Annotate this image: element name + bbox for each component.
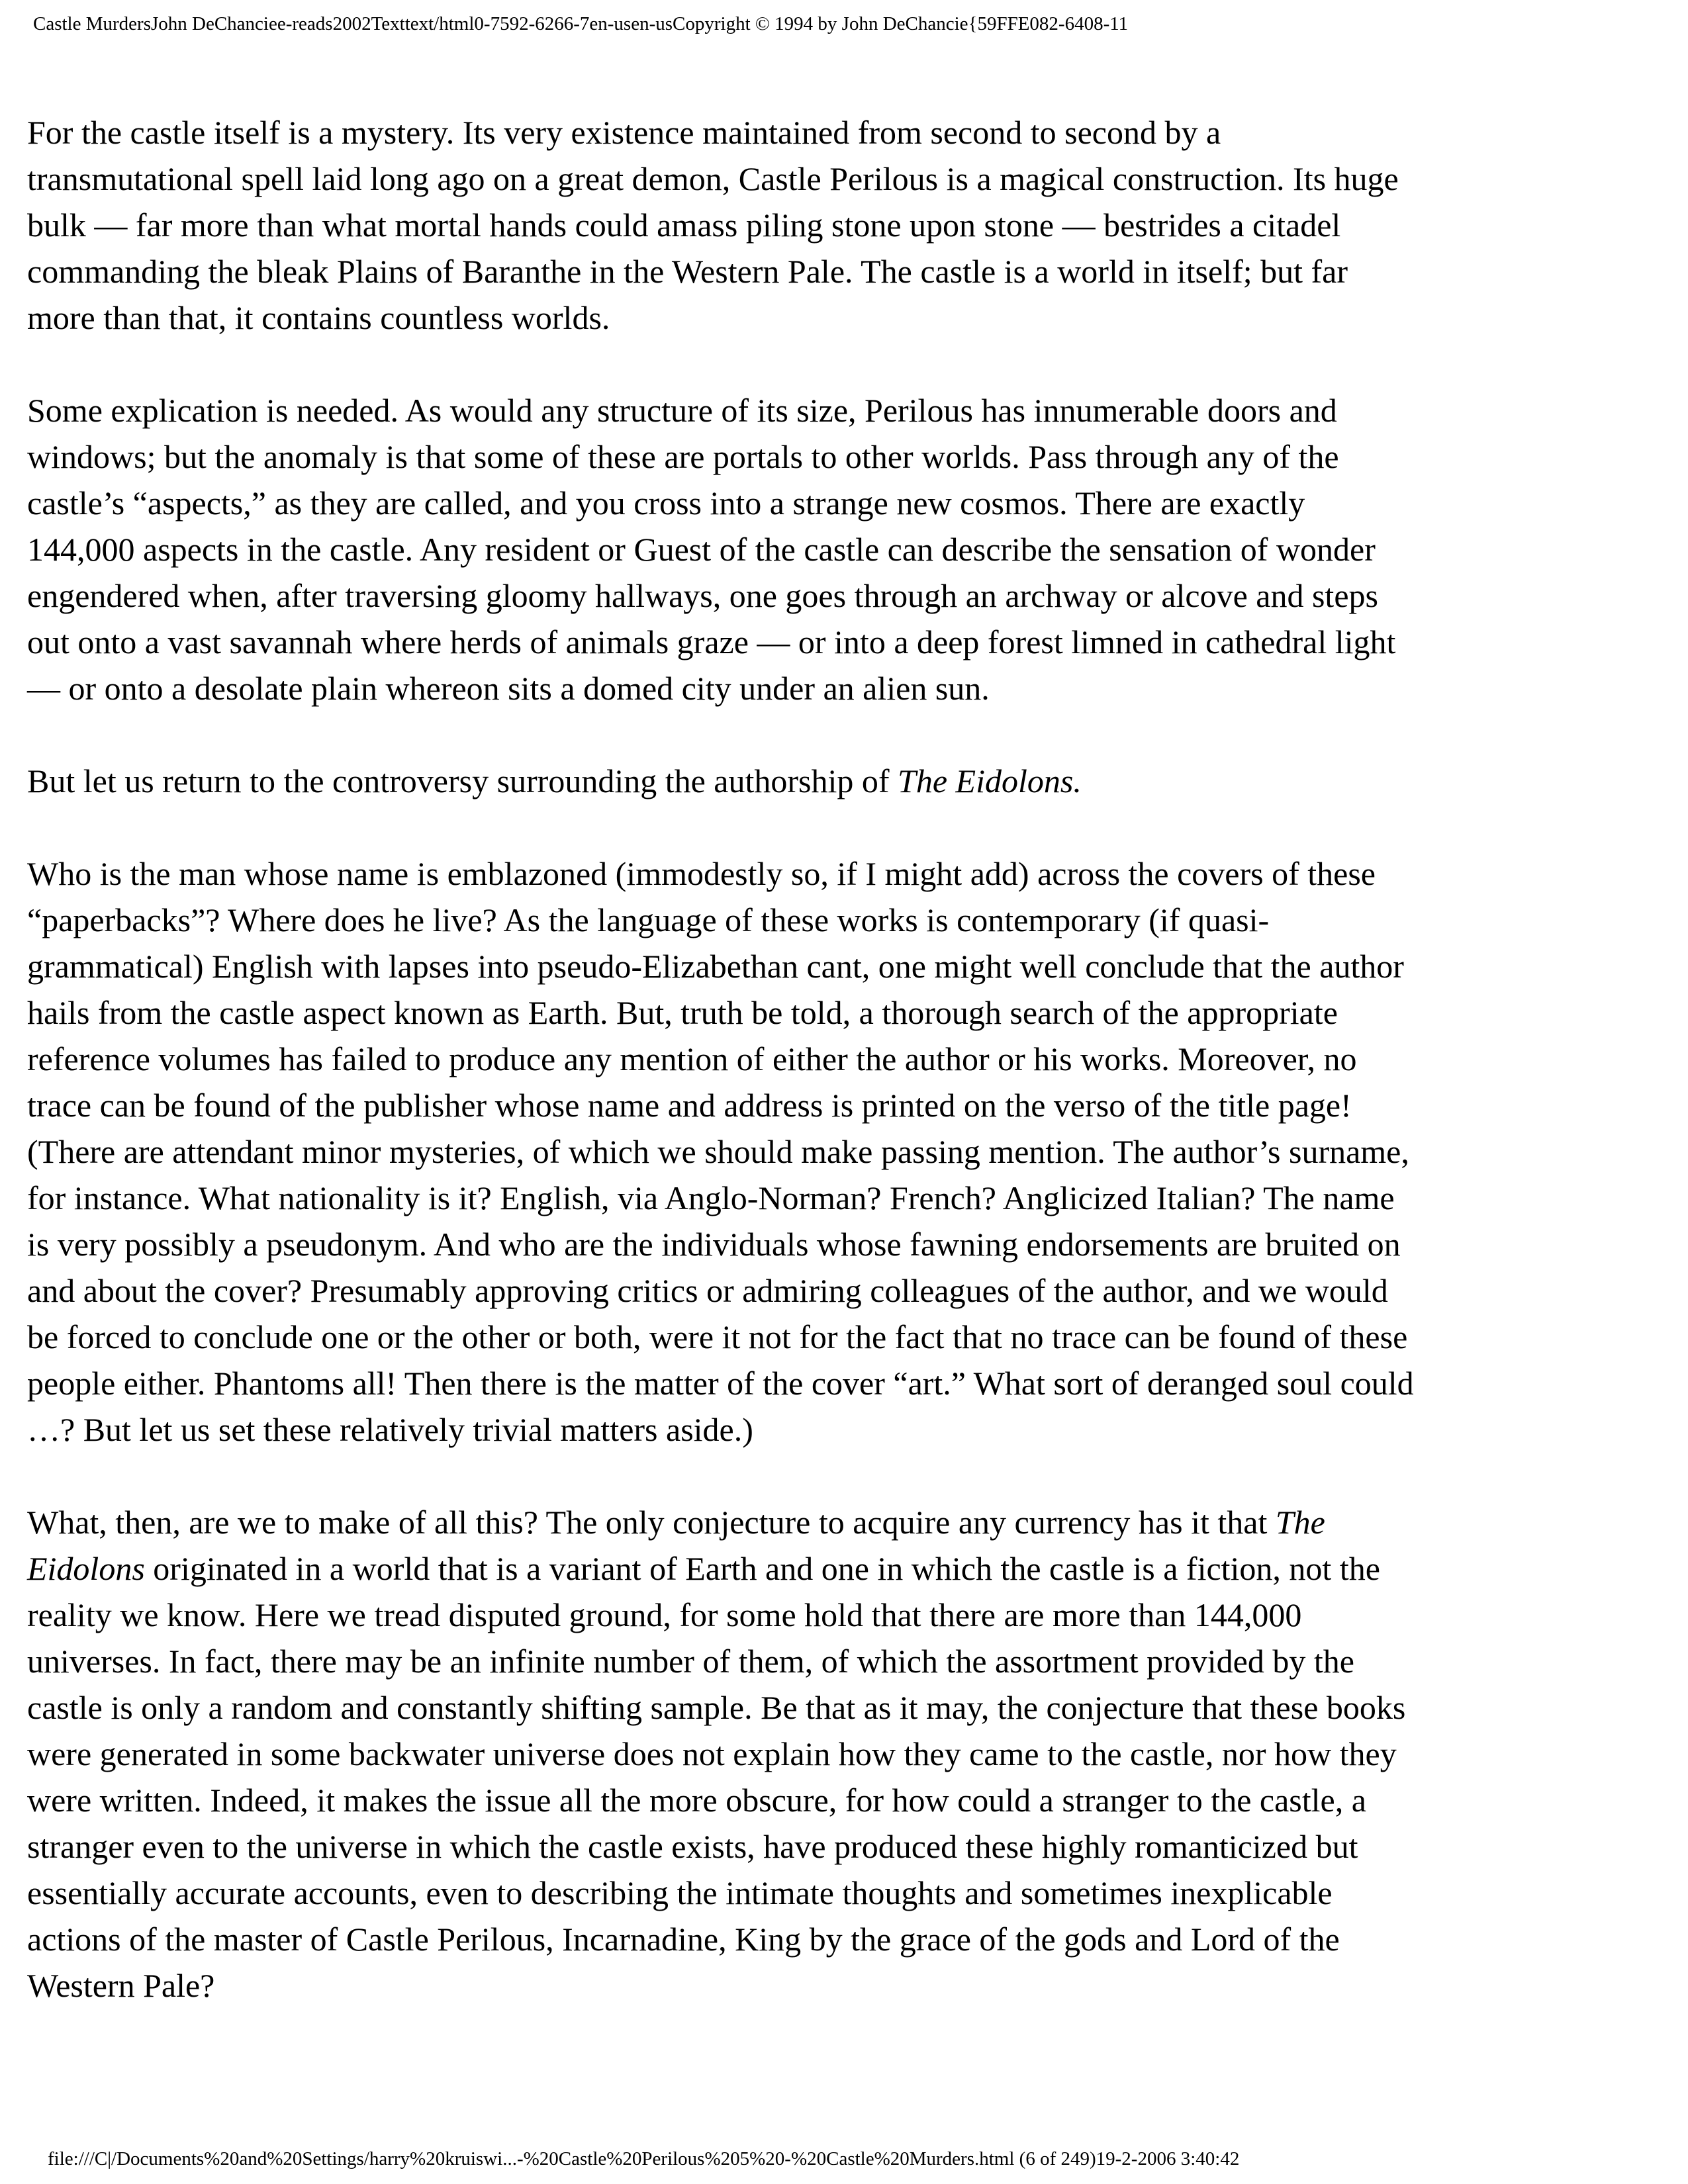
paragraph [27, 1499, 1662, 2009]
text-line [27, 202, 1662, 248]
text-run: Some explication is needed. As would any structure of its size, Perilous has innumerable doors and [27, 392, 1337, 429]
text-line [27, 248, 1662, 295]
text-line [27, 897, 1662, 943]
text-run: (There are attendant minor mysteries, of which we should make passing mention. The author’s surname, [27, 1133, 1409, 1170]
text-line [27, 387, 1662, 433]
text-line [27, 619, 1662, 665]
text-run: people either. Phantoms all! Then there is the matter of the cover “art.” What sort of deranged soul could [27, 1365, 1414, 1402]
document-body [27, 109, 1662, 2009]
text-line [27, 1638, 1662, 1684]
text-line [27, 480, 1662, 526]
page-header: Castle MurdersJohn DeChanciee-reads2002Texttext/html0-7592-6266-7en-usen-usCopyright © 1994 by John DeChancie{59FFE082-6408-11 [33, 13, 1129, 34]
text-line [27, 1036, 1662, 1082]
text-line [27, 433, 1662, 480]
text-run: Western Pale? [27, 1967, 215, 2004]
text-run: But let us return to the controversy surrounding the authorship of [27, 762, 898, 799]
text-line [27, 850, 1662, 897]
text-line [27, 1731, 1662, 1777]
paragraph [27, 109, 1662, 341]
text-line [27, 1592, 1662, 1638]
text-run: transmutational spell laid long ago on a great demon, Castle Perilous is a magical construction. Its huge [27, 160, 1399, 197]
text-run: originated in a world that is a variant of Earth and one in which the castle is a fiction, not the [144, 1550, 1380, 1587]
paragraph [27, 758, 1662, 804]
text-run: What, then, are we to make of all this? The only conjecture to acquire any currency has it that [27, 1504, 1276, 1541]
text-line [27, 1128, 1662, 1175]
text-line [27, 109, 1662, 156]
text-run: reality we know. Here we tread disputed ground, for some hold that there are more than 144,000 [27, 1596, 1302, 1633]
text-line [27, 1360, 1662, 1406]
text-run: castle is only a random and constantly shifting sample. Be that as it may, the conjecture that these books [27, 1689, 1406, 1726]
page-footer: file:///C|/Documents%20and%20Settings/harry%20kruiswi...-%20Castle%20Perilous%205%20-%20Castle%20Murders.html (6 of 249)19-2-2006 3:40:42 [48, 2148, 1240, 2169]
text-line [27, 1267, 1662, 1314]
text-line [27, 526, 1662, 572]
text-line [27, 758, 1662, 804]
text-run: for instance. What nationality is it? English, via Anglo-Norman? French? Anglicized Italian? The name [27, 1179, 1395, 1216]
italic-title: Eidolons [27, 1550, 145, 1587]
text-line [27, 1916, 1662, 1962]
paragraph [27, 387, 1662, 711]
text-line [27, 1082, 1662, 1128]
text-run: stranger even to the universe in which the castle exists, have produced these highly romanticized but [27, 1828, 1358, 1865]
text-run: — or onto a desolate plain whereon sits a domed city under an alien sun. [27, 670, 990, 707]
text-run: were generated in some backwater universe does not explain how they came to the castle, nor how they [27, 1735, 1397, 1772]
text-run: commanding the bleak Plains of Baranthe in the Western Pale. The castle is a world in itself; but far [27, 253, 1348, 290]
text-line [27, 1777, 1662, 1823]
text-run: universes. In fact, there may be an infinite number of them, of which the assortment provided by the [27, 1643, 1354, 1680]
italic-title: The Eidolons. [898, 762, 1082, 799]
text-line [27, 1175, 1662, 1221]
text-run: Who is the man whose name is emblazoned (immodestly so, if I might add) across the covers of these [27, 855, 1376, 892]
italic-title: The [1275, 1504, 1325, 1541]
text-line [27, 1545, 1662, 1592]
text-run: essentially accurate accounts, even to describing the intimate thoughts and sometimes inexplicable [27, 1874, 1333, 1911]
text-run: 144,000 aspects in the castle. Any resident or Guest of the castle can describe the sensation of wonder [27, 531, 1376, 568]
text-line [27, 1962, 1662, 2009]
text-run: “paperbacks”? Where does he live? As the language of these works is contemporary (if quasi- [27, 901, 1270, 938]
text-line [27, 1870, 1662, 1916]
text-run: castle’s “aspects,” as they are called, and you cross into a strange new cosmos. There are exactly [27, 484, 1305, 522]
text-run: engendered when, after traversing gloomy hallways, one goes through an archway or alcove and steps [27, 577, 1378, 614]
text-run: trace can be found of the publisher whose name and address is printed on the verso of the title page! [27, 1087, 1352, 1124]
text-run: is very possibly a pseudonym. And who are the individuals whose fawning endorsements are bruited on [27, 1226, 1401, 1263]
text-line [27, 156, 1662, 202]
paragraph [27, 850, 1662, 1453]
text-run: reference volumes has failed to produce any mention of either the author or his works. Moreover, no [27, 1040, 1357, 1077]
text-line [27, 989, 1662, 1036]
text-run: and about the cover? Presumably approving critics or admiring colleagues of the author, and we would [27, 1272, 1388, 1309]
text-line [27, 1406, 1662, 1453]
text-run: bulk — far more than what mortal hands could amass piling stone upon stone — bestrides a citadel [27, 206, 1341, 244]
text-run: hails from the castle aspect known as Earth. But, truth be told, a thorough search of the appropriate [27, 994, 1338, 1031]
text-line [27, 943, 1662, 989]
text-run: be forced to conclude one or the other or both, were it not for the fact that no trace can be found of these [27, 1318, 1408, 1355]
text-run: …? But let us set these relatively trivial matters aside.) [27, 1411, 753, 1448]
text-run: For the castle itself is a mystery. Its very existence maintained from second to second by a [27, 114, 1221, 151]
text-run: out onto a vast savannah where herds of animals graze — or into a deep forest limned in cathedral light [27, 623, 1396, 660]
text-line [27, 1499, 1662, 1545]
text-run: windows; but the anomaly is that some of these are portals to other worlds. Pass through any of the [27, 438, 1339, 475]
text-run: were written. Indeed, it makes the issue all the more obscure, for how could a stranger to the castle, a [27, 1782, 1366, 1819]
text-run: grammatical) English with lapses into pseudo-Elizabethan cant, one might well conclude that the author [27, 948, 1404, 985]
text-line [27, 1684, 1662, 1731]
text-line [27, 1221, 1662, 1267]
text-line [27, 572, 1662, 619]
text-run: actions of the master of Castle Perilous, Incarnadine, King by the grace of the gods and Lord of the [27, 1921, 1340, 1958]
text-line [27, 1823, 1662, 1870]
text-line [27, 295, 1662, 341]
text-line [27, 665, 1662, 711]
text-line [27, 1314, 1662, 1360]
text-run: more than that, it contains countless worlds. [27, 299, 610, 336]
